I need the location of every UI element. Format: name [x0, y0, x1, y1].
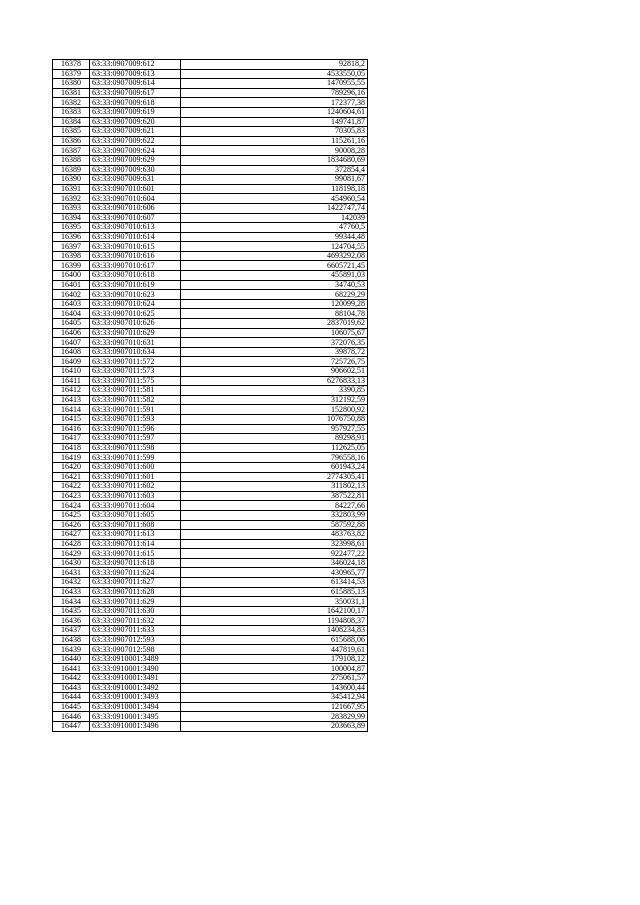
cadastral-number-cell: 63:33:0907011:605	[90, 510, 181, 520]
cadastral-number-cell: 63:33:0907011:600	[90, 462, 181, 472]
table-row	[53, 347, 368, 357]
table-row	[53, 338, 368, 348]
value-cell: 179108,12	[181, 654, 368, 664]
value-cell: 1408234,83	[181, 626, 368, 636]
value-cell: 4533550,05	[181, 69, 368, 79]
row-number-cell: 16446	[53, 712, 90, 722]
cadastral-number-cell: 63:33:0907010:629	[90, 328, 181, 338]
cadastral-number-cell: 63:33:0907011:632	[90, 616, 181, 626]
row-number-cell: 16388	[53, 155, 90, 165]
value-cell: 350031,1	[181, 597, 368, 607]
value-cell: 4693292,08	[181, 251, 368, 261]
value-cell: 84227,66	[181, 501, 368, 511]
value-cell: 332803,99	[181, 510, 368, 520]
cadastral-number-cell: 63:33:0907011:618	[90, 558, 181, 568]
cadastral-number-cell: 63:33:0907009:622	[90, 136, 181, 146]
value-cell: 92818,2	[181, 60, 368, 70]
value-cell: 149741,87	[181, 117, 368, 127]
cadastral-number-cell: 63:33:0907011:627	[90, 578, 181, 588]
table-body	[53, 60, 368, 732]
cadastral-number-cell: 63:33:0907010:601	[90, 184, 181, 194]
cadastral-number-cell: 63:33:0907012:593	[90, 635, 181, 645]
table-row	[53, 721, 368, 731]
cadastral-number-cell: 63:33:0907010:618	[90, 271, 181, 281]
row-number-cell: 16419	[53, 453, 90, 463]
table-row	[53, 367, 368, 377]
row-number-cell: 16423	[53, 491, 90, 501]
value-cell: 88104,78	[181, 309, 368, 319]
cadastral-number-cell: 63:33:0910001:3493	[90, 693, 181, 703]
value-cell: 346024,18	[181, 558, 368, 568]
table-row	[53, 645, 368, 655]
value-cell: 124704,55	[181, 242, 368, 252]
cadastral-number-cell: 63:33:0907010:625	[90, 309, 181, 319]
cadastral-number-cell: 63:33:0907010:623	[90, 290, 181, 300]
row-number-cell: 16428	[53, 539, 90, 549]
row-number-cell: 16389	[53, 165, 90, 175]
value-cell: 1240604,61	[181, 107, 368, 117]
cadastral-number-cell: 63:33:0907011:593	[90, 414, 181, 424]
value-cell: 106075,67	[181, 328, 368, 338]
table-row	[53, 568, 368, 578]
cadastral-number-cell: 63:33:0907011:575	[90, 376, 181, 386]
cadastral-number-cell: 63:33:0907011:598	[90, 443, 181, 453]
row-number-cell: 16427	[53, 530, 90, 540]
table-row	[53, 155, 368, 165]
cadastral-number-cell: 63:33:0907011:597	[90, 434, 181, 444]
value-cell: 587592,88	[181, 520, 368, 530]
row-number-cell: 16417	[53, 434, 90, 444]
row-number-cell: 16378	[53, 60, 90, 70]
cadastral-number-cell: 63:33:0907011:608	[90, 520, 181, 530]
cadastral-number-cell: 63:33:0907009:629	[90, 155, 181, 165]
value-cell: 112625,05	[181, 443, 368, 453]
cadastral-number-cell: 63:33:0907011:613	[90, 530, 181, 540]
table-row	[53, 453, 368, 463]
cadastral-number-cell: 63:33:0910001:3492	[90, 683, 181, 693]
cadastral-number-cell: 63:33:0907010:606	[90, 203, 181, 213]
value-cell: 323998,61	[181, 539, 368, 549]
value-cell: 1470955,55	[181, 79, 368, 89]
table-row	[53, 482, 368, 492]
cadastral-number-cell: 63:33:0907011:604	[90, 501, 181, 511]
row-number-cell: 16401	[53, 280, 90, 290]
value-cell: 957927,55	[181, 424, 368, 434]
cadastral-number-cell: 63:33:0907010:631	[90, 338, 181, 348]
cadastral-number-cell: 63:33:0907011:633	[90, 626, 181, 636]
table-row	[53, 587, 368, 597]
value-cell: 6605721,45	[181, 261, 368, 271]
data-table	[52, 59, 368, 732]
value-cell: 430965,77	[181, 568, 368, 578]
value-cell: 143600,44	[181, 683, 368, 693]
row-number-cell: 16411	[53, 376, 90, 386]
value-cell: 90008,28	[181, 146, 368, 156]
value-cell: 311802,13	[181, 482, 368, 492]
cadastral-number-cell: 63:33:0907011:615	[90, 549, 181, 559]
value-cell: 906602,51	[181, 367, 368, 377]
table-row	[53, 501, 368, 511]
value-cell: 447819,61	[181, 645, 368, 655]
value-cell: 283829,99	[181, 712, 368, 722]
value-cell: 922477,22	[181, 549, 368, 559]
row-number-cell: 16442	[53, 674, 90, 684]
cadastral-number-cell: 63:33:0907011:629	[90, 597, 181, 607]
row-number-cell: 16430	[53, 558, 90, 568]
table-row	[53, 549, 368, 559]
table-row	[53, 165, 368, 175]
cadastral-number-cell: 63:33:0907009:631	[90, 175, 181, 185]
cadastral-number-cell: 63:33:0907011:581	[90, 386, 181, 396]
table-row	[53, 510, 368, 520]
table-row	[53, 626, 368, 636]
table-row	[53, 290, 368, 300]
row-number-cell: 16406	[53, 328, 90, 338]
cadastral-number-cell: 63:33:0907009:613	[90, 69, 181, 79]
row-number-cell: 16387	[53, 146, 90, 156]
row-number-cell: 16394	[53, 213, 90, 223]
row-number-cell: 16410	[53, 367, 90, 377]
row-number-cell: 16441	[53, 664, 90, 674]
value-cell: 725726,75	[181, 357, 368, 367]
value-cell: 152800,92	[181, 405, 368, 415]
value-cell: 613414,53	[181, 578, 368, 588]
table-row	[53, 414, 368, 424]
value-cell: 372854,4	[181, 165, 368, 175]
row-number-cell: 16404	[53, 309, 90, 319]
table-row	[53, 232, 368, 242]
value-cell: 89298,91	[181, 434, 368, 444]
cadastral-number-cell: 63:33:0907009:612	[90, 60, 181, 70]
cadastral-number-cell: 63:33:0907010:604	[90, 194, 181, 204]
value-cell: 1834680,69	[181, 155, 368, 165]
cadastral-number-cell: 63:33:0910001:3495	[90, 712, 181, 722]
value-cell: 312192,59	[181, 395, 368, 405]
table-row	[53, 558, 368, 568]
value-cell: 99081,67	[181, 175, 368, 185]
cadastral-number-cell: 63:33:0907011:582	[90, 395, 181, 405]
cadastral-number-cell: 63:33:0907009:630	[90, 165, 181, 175]
value-cell: 70305,83	[181, 127, 368, 137]
row-number-cell: 16433	[53, 587, 90, 597]
value-cell: 6276833,13	[181, 376, 368, 386]
value-cell: 2837019,62	[181, 319, 368, 329]
cadastral-number-cell: 63:33:0907011:630	[90, 606, 181, 616]
value-cell: 372076,35	[181, 338, 368, 348]
cadastral-number-cell: 63:33:0907011:628	[90, 587, 181, 597]
row-number-cell: 16400	[53, 271, 90, 281]
value-cell: 172377,38	[181, 98, 368, 108]
row-number-cell: 16399	[53, 261, 90, 271]
cadastral-number-cell: 63:33:0907011:599	[90, 453, 181, 463]
value-cell: 203663,89	[181, 721, 368, 731]
value-cell: 3390,85	[181, 386, 368, 396]
row-number-cell: 16421	[53, 472, 90, 482]
value-cell: 100004,87	[181, 664, 368, 674]
cadastral-number-cell: 63:33:0907011:624	[90, 568, 181, 578]
row-number-cell: 16403	[53, 299, 90, 309]
table-row	[53, 88, 368, 98]
table-row	[53, 434, 368, 444]
table-row	[53, 539, 368, 549]
table-row	[53, 357, 368, 367]
row-number-cell: 16414	[53, 405, 90, 415]
table-row	[53, 386, 368, 396]
table-row	[53, 280, 368, 290]
table-row	[53, 223, 368, 233]
table-row	[53, 405, 368, 415]
value-cell: 455891,03	[181, 271, 368, 281]
value-cell: 1194808,37	[181, 616, 368, 626]
cadastral-number-cell: 63:33:0907010:614	[90, 232, 181, 242]
cadastral-number-cell: 63:33:0907010:624	[90, 299, 181, 309]
cadastral-number-cell: 63:33:0907009:621	[90, 127, 181, 137]
row-number-cell: 16444	[53, 693, 90, 703]
table-row	[53, 597, 368, 607]
row-number-cell: 16413	[53, 395, 90, 405]
cadastral-number-cell: 63:33:0910001:3494	[90, 702, 181, 712]
value-cell: 68229,29	[181, 290, 368, 300]
table-row	[53, 98, 368, 108]
row-number-cell: 16440	[53, 654, 90, 664]
row-number-cell: 16445	[53, 702, 90, 712]
cadastral-number-cell: 63:33:0907011:603	[90, 491, 181, 501]
row-number-cell: 16379	[53, 69, 90, 79]
table-row	[53, 146, 368, 156]
row-number-cell: 16391	[53, 184, 90, 194]
value-cell: 789296,16	[181, 88, 368, 98]
row-number-cell: 16408	[53, 347, 90, 357]
table-row	[53, 242, 368, 252]
row-number-cell: 16422	[53, 482, 90, 492]
cadastral-number-cell: 63:33:0907010:615	[90, 242, 181, 252]
table-row	[53, 127, 368, 137]
row-number-cell: 16435	[53, 606, 90, 616]
value-cell: 121667,95	[181, 702, 368, 712]
table-row	[53, 491, 368, 501]
cadastral-number-cell: 63:33:0907011:572	[90, 357, 181, 367]
value-cell: 615688,06	[181, 635, 368, 645]
table-row	[53, 107, 368, 117]
cadastral-number-cell: 63:33:0907009:624	[90, 146, 181, 156]
value-cell: 1422747,74	[181, 203, 368, 213]
row-number-cell: 16431	[53, 568, 90, 578]
cadastral-number-cell: 63:33:0910001:3491	[90, 674, 181, 684]
table-row	[53, 309, 368, 319]
row-number-cell: 16416	[53, 424, 90, 434]
row-number-cell: 16439	[53, 645, 90, 655]
row-number-cell: 16397	[53, 242, 90, 252]
cadastral-number-cell: 63:33:0907011:601	[90, 472, 181, 482]
cadastral-number-cell: 63:33:0907009:618	[90, 98, 181, 108]
cadastral-number-cell: 63:33:0910001:3490	[90, 664, 181, 674]
value-cell: 615885,13	[181, 587, 368, 597]
row-number-cell: 16447	[53, 721, 90, 731]
row-number-cell: 16383	[53, 107, 90, 117]
value-cell: 118198,18	[181, 184, 368, 194]
table-row	[53, 654, 368, 664]
cadastral-number-cell: 63:33:0907011:573	[90, 367, 181, 377]
cadastral-number-cell: 63:33:0910001:3489	[90, 654, 181, 664]
cadastral-number-cell: 63:33:0907010:607	[90, 213, 181, 223]
row-number-cell: 16386	[53, 136, 90, 146]
row-number-cell: 16429	[53, 549, 90, 559]
row-number-cell: 16412	[53, 386, 90, 396]
row-number-cell: 16384	[53, 117, 90, 127]
value-cell: 115261,16	[181, 136, 368, 146]
cadastral-number-cell: 63:33:0907010:626	[90, 319, 181, 329]
table-row	[53, 674, 368, 684]
table-row	[53, 328, 368, 338]
cadastral-number-cell: 63:33:0907010:619	[90, 280, 181, 290]
value-cell: 454960,54	[181, 194, 368, 204]
value-cell: 99344,48	[181, 232, 368, 242]
row-number-cell: 16415	[53, 414, 90, 424]
row-number-cell: 16425	[53, 510, 90, 520]
table-row	[53, 203, 368, 213]
row-number-cell: 16434	[53, 597, 90, 607]
row-number-cell: 16436	[53, 616, 90, 626]
value-cell: 1076750,88	[181, 414, 368, 424]
table-row	[53, 79, 368, 89]
table-row	[53, 702, 368, 712]
row-number-cell: 16424	[53, 501, 90, 511]
table-row	[53, 251, 368, 261]
table-row	[53, 424, 368, 434]
table-row	[53, 664, 368, 674]
row-number-cell: 16385	[53, 127, 90, 137]
cadastral-number-cell: 63:33:0907010:616	[90, 251, 181, 261]
table-row	[53, 117, 368, 127]
table-row	[53, 578, 368, 588]
table-row	[53, 395, 368, 405]
row-number-cell: 16437	[53, 626, 90, 636]
row-number-cell: 16380	[53, 79, 90, 89]
row-number-cell: 16432	[53, 578, 90, 588]
table-row	[53, 683, 368, 693]
table-row	[53, 530, 368, 540]
value-cell: 47760,5	[181, 223, 368, 233]
value-cell: 275061,57	[181, 674, 368, 684]
value-cell: 120099,28	[181, 299, 368, 309]
row-number-cell: 16418	[53, 443, 90, 453]
row-number-cell: 16402	[53, 290, 90, 300]
cadastral-number-cell: 63:33:0907011:596	[90, 424, 181, 434]
value-cell: 483763,82	[181, 530, 368, 540]
cadastral-number-cell: 63:33:0907010:613	[90, 223, 181, 233]
table-row	[53, 472, 368, 482]
row-number-cell: 16420	[53, 462, 90, 472]
value-cell: 39878,72	[181, 347, 368, 357]
table-row	[53, 616, 368, 626]
table-row	[53, 299, 368, 309]
value-cell: 345412,94	[181, 693, 368, 703]
row-number-cell: 16382	[53, 98, 90, 108]
table-row	[53, 376, 368, 386]
table-row	[53, 69, 368, 79]
table-row	[53, 271, 368, 281]
cadastral-number-cell: 63:33:0907009:614	[90, 79, 181, 89]
value-cell: 387522,81	[181, 491, 368, 501]
table-row	[53, 693, 368, 703]
table-row	[53, 606, 368, 616]
row-number-cell: 16407	[53, 338, 90, 348]
value-cell: 142039	[181, 213, 368, 223]
cadastral-number-cell: 63:33:0907012:598	[90, 645, 181, 655]
table-row	[53, 261, 368, 271]
cadastral-number-cell: 63:33:0907009:620	[90, 117, 181, 127]
row-number-cell: 16426	[53, 520, 90, 530]
table-row	[53, 136, 368, 146]
cadastral-number-cell: 63:33:0907009:617	[90, 88, 181, 98]
table-row	[53, 60, 368, 70]
value-cell: 796558,16	[181, 453, 368, 463]
row-number-cell: 16443	[53, 683, 90, 693]
cadastral-number-cell: 63:33:0907009:619	[90, 107, 181, 117]
table-row	[53, 462, 368, 472]
cadastral-number-cell: 63:33:0907010:617	[90, 261, 181, 271]
value-cell: 601943,24	[181, 462, 368, 472]
table-row	[53, 213, 368, 223]
value-cell: 2774305,41	[181, 472, 368, 482]
row-number-cell: 16398	[53, 251, 90, 261]
row-number-cell: 16392	[53, 194, 90, 204]
cadastral-number-cell: 63:33:0907011:614	[90, 539, 181, 549]
row-number-cell: 16409	[53, 357, 90, 367]
cadastral-number-cell: 63:33:0907010:634	[90, 347, 181, 357]
cadastral-number-cell: 63:33:0910001:3496	[90, 721, 181, 731]
row-number-cell: 16405	[53, 319, 90, 329]
table-row	[53, 443, 368, 453]
row-number-cell: 16381	[53, 88, 90, 98]
row-number-cell: 16395	[53, 223, 90, 233]
table-row	[53, 635, 368, 645]
cadastral-number-cell: 63:33:0907011:591	[90, 405, 181, 415]
cadastral-number-cell: 63:33:0907011:602	[90, 482, 181, 492]
table-row	[53, 712, 368, 722]
row-number-cell: 16390	[53, 175, 90, 185]
table-row	[53, 175, 368, 185]
row-number-cell: 16438	[53, 635, 90, 645]
table-row	[53, 194, 368, 204]
value-cell: 34740,53	[181, 280, 368, 290]
table-row	[53, 319, 368, 329]
row-number-cell: 16396	[53, 232, 90, 242]
value-cell: 1642100,17	[181, 606, 368, 616]
row-number-cell: 16393	[53, 203, 90, 213]
table-row	[53, 184, 368, 194]
table-row	[53, 520, 368, 530]
